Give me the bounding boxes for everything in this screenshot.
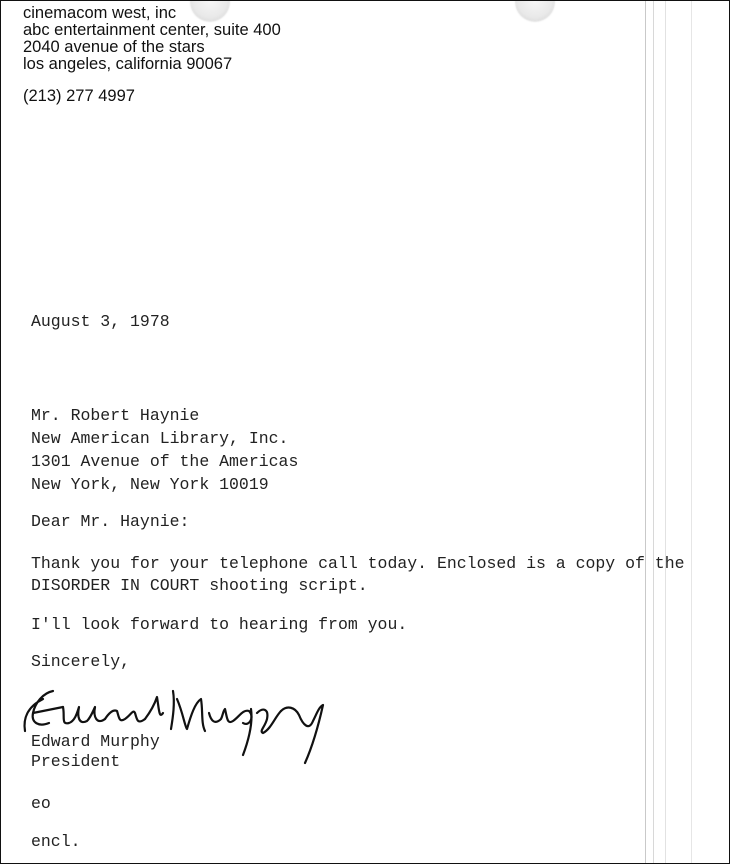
body-paragraph-1-line-2: DISORDER IN COURT shooting script. [31,576,368,595]
closing: Sincerely, [31,652,131,671]
signer-name: Edward Murphy [31,732,160,751]
enclosure-notation: encl. [31,832,81,851]
letterhead-company: cinemacom west, inc [23,4,177,22]
letterhead-city: los angeles, california 90067 [23,55,233,73]
page-edge-line [665,1,666,863]
letter-date: August 3, 1978 [31,312,170,331]
punch-hole [516,0,554,21]
body-paragraph-1-line-1: Thank you for your telephone call today. Enclosed is a copy of the [31,554,685,573]
recipient-street: 1301 Avenue of the Americas [31,452,299,471]
letterhead [23,5,281,73]
letterhead-phone: (213) 277 4997 [23,87,135,105]
salutation: Dear Mr. Haynie: [31,512,190,531]
signer-title: President [31,752,121,771]
recipient-name: Mr. Robert Haynie [31,406,200,425]
recipient-company: New American Library, Inc. [31,429,289,448]
letterhead-street: 2040 avenue of the stars [23,38,205,56]
page-edge-line [653,1,654,863]
letterhead-suite: abc entertainment center, suite 400 [23,21,281,39]
typist-initials: eo [31,794,51,813]
recipient-city: New York, New York 10019 [31,475,269,494]
page-edge-line [691,1,692,863]
page-edge-line [645,1,646,863]
body-paragraph-2: I'll look forward to hearing from you. [31,615,408,634]
